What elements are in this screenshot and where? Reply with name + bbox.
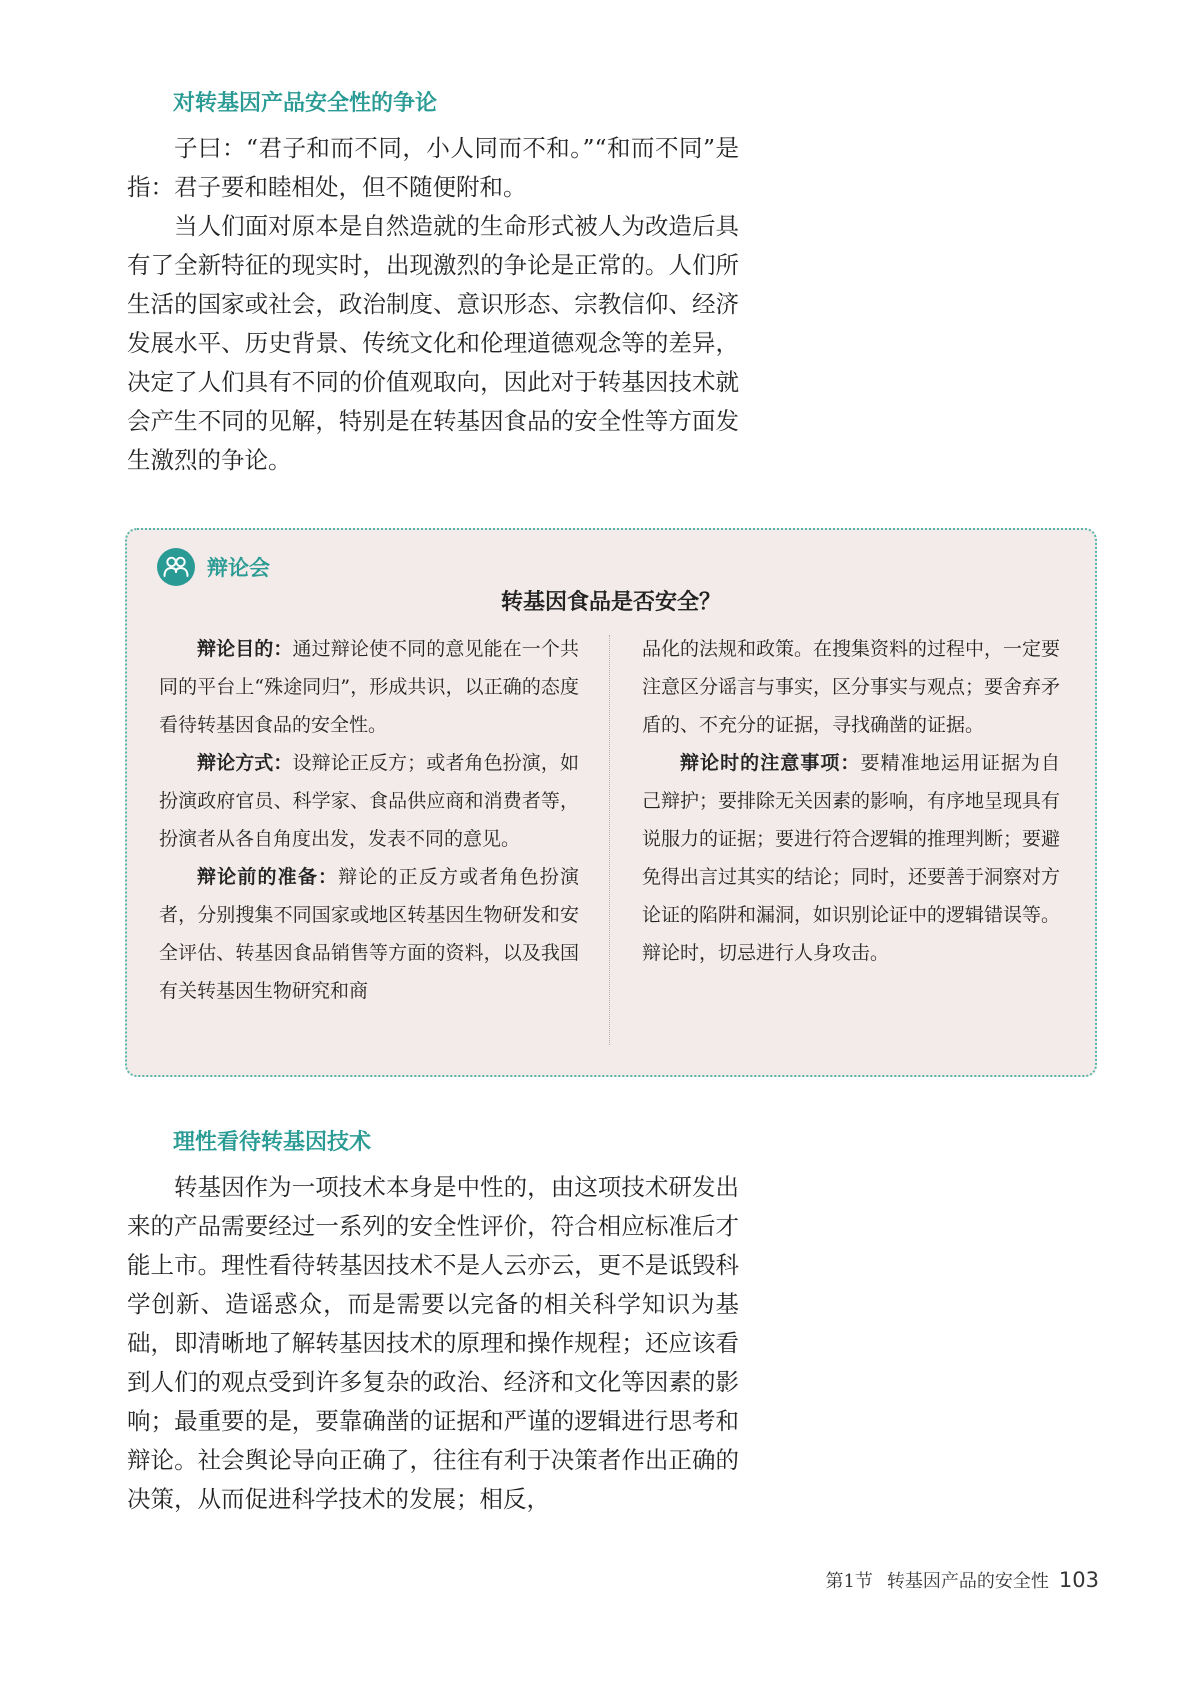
debate-header xyxy=(157,548,270,586)
debate-notes-text: 要精准地运用证据为自己辩护；要排除无关因素的影响，有序地呈现具有说服力的证据；要进行符合逻辑的推理判断；要避免得出言过其实的结论；同时，还要善于洞察对方论证的陷阱和漏洞，如识别论证中的逻辑错误等。辩论时，切忌进行人身攻击。 xyxy=(642,752,1061,964)
debate-purpose-text: 通过辩论使不同的意见能在一个共同的平台上“殊途同归”，形成共识，以正确的态度看待转基因食品的安全性。 xyxy=(159,638,579,736)
debate-method-term: 辩论方式： xyxy=(197,752,293,774)
debate-notes xyxy=(642,744,1060,972)
debate-box-label: 辩论会 xyxy=(207,556,270,580)
debate-preparation-continued: 品化的法规和政策。在搜集资料的过程中，一定要注意区分谣言与事实，区分事实与观点；要舍弃矛盾的、不充分的证据，寻找确凿的证据。 xyxy=(642,638,1061,736)
section-body-rational xyxy=(127,1168,739,1519)
debate-notes-term: 辩论时的注意事项： xyxy=(680,752,861,774)
debate-method-text: 设辩论正反方；或者角色扮演，如扮演政府官员、科学家、食品供应商和消费者等，扮演者从各自角度出发，发表不同的意见。 xyxy=(159,752,579,850)
paragraph-controversy: 当人们面对原本是自然造就的生命形式被人为改造后具有了全新特征的现实时，出现激烈的争论是正常的。人们所生活的国家或社会，政治制度、意识形态、宗教信仰、经济发展水平、历史背景、传统文化和伦理道德观念等的差异，决定了人们具有不同的价值观取向，因此对于转基因技术就会产生不同的见解，特别是在转基因食品的安全性等方面发生激烈的争论。 xyxy=(127,212,739,474)
debate-preparation-term: 辩论前的准备： xyxy=(197,866,339,888)
debate-method xyxy=(159,744,579,858)
debate-purpose-term: 辩论目的： xyxy=(197,638,293,660)
debate-column-left xyxy=(159,630,579,1010)
debate-box xyxy=(125,528,1097,1077)
page-footer xyxy=(825,1567,1099,1593)
debate-purpose xyxy=(159,630,579,744)
paragraph-confucius-quote: 子曰：“君子和而不同，小人同而不和。”“和而不同”是指：君子要和睦相处，但不随便附和。 xyxy=(127,134,739,201)
column-divider xyxy=(609,635,610,1045)
debate-column-right xyxy=(642,630,1060,972)
paragraph-rational-view: 转基因作为一项技术本身是中性的，由这项技术研发出来的产品需要经过一系列的安全性评价，符合相应标准后才能上市。理性看待转基因技术不是人云亦云，更不是诋毁科学创新、造谣惑众，而是需要以完备的相关科学知识为基础，即清晰地了解转基因技术的原理和操作规程；还应该看到人们的观点受到许多复杂的政治、经济和文化等因素的影响；最重要的是，要靠确凿的证据和严谨的逻辑进行思考和辩论。社会舆论导向正确了，往往有利于决策者作出正确的决策，从而促进科学技术的发展；相反， xyxy=(127,1173,739,1513)
group-people-icon xyxy=(157,548,195,586)
debate-title: 转基因食品是否安全？ xyxy=(500,590,721,615)
debate-preparation-text: 辩论的正反方或者角色扮演者，分别搜集不同国家或地区转基因生物研发和安全评估、转基因食品销售等方面的资料，以及我国有关转基因生物研究和商 xyxy=(159,866,579,1002)
debate-preparation xyxy=(159,858,579,1010)
footer-section-title: 转基因产品的安全性 xyxy=(886,1571,1049,1592)
section-heading-controversy: 对转基因产品安全性的争论 xyxy=(173,91,438,116)
page-number: 103 xyxy=(1058,1568,1099,1592)
section-heading-rational: 理性看待转基因技术 xyxy=(173,1130,372,1155)
section-body-controversy xyxy=(127,129,739,480)
footer-section-number: 第1节 xyxy=(825,1571,873,1592)
